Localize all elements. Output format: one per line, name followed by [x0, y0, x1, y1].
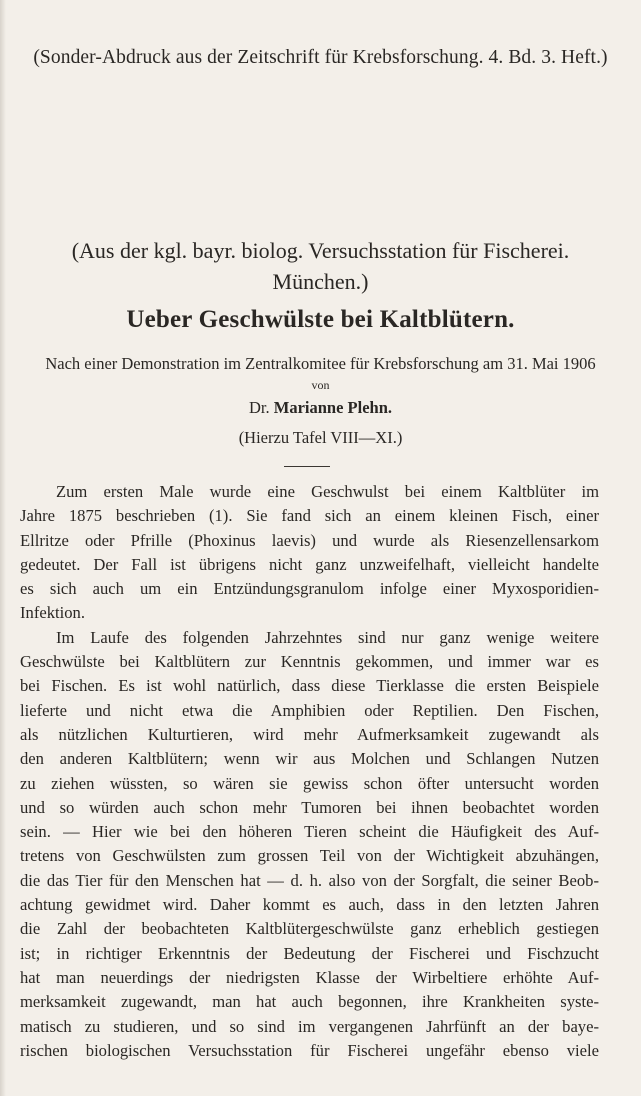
body-line: tretens von Geschwülsten zum grossen Teil von der Wichtigkeit abzuhängen,	[20, 846, 599, 866]
body-line: Jahre 1875 beschrieben (1). Sie fand sich an einem kleinen Fisch, einer	[20, 506, 599, 526]
body-line: hat man neuerdings der niedrigsten Klasse der Wirbeltiere erhöhte Auf-	[20, 967, 599, 987]
page-edge-shadow	[0, 0, 6, 1096]
affiliation-line-1: (Aus der kgl. bayr. biolog. Versuchsstation für Fischerei.	[71, 238, 570, 263]
body-line: achtung gewidmet wird. Daher kommt es auch, dass in den letzten Jahren	[20, 895, 599, 915]
body-line: sein. — Hier wie bei den höheren Tieren scheint die Häufigkeit des Auf-	[20, 822, 599, 842]
body-line: gedeutet. Der Fall ist übrigens nicht ganz unzweifelhaft, vielleicht handelte	[20, 554, 599, 574]
author-prefix: Dr.	[249, 398, 270, 417]
body-line: den anderen Kaltblütern; wenn wir aus Molchen und Schlangen Nutzen	[20, 749, 599, 769]
body-line: Ellritze oder Pfrille (Phoxinus laevis) und wurde als Riesenzellensarkom	[20, 530, 599, 550]
body-line: bei Fischen. Es ist wohl natürlich, dass diese Tierklasse die ersten Beispiele	[20, 676, 599, 696]
affiliation	[0, 235, 641, 297]
body-line: zu ziehen wüssten, so wären sie gewiss schon öfter untersucht worden	[20, 773, 599, 793]
article-subtitle: Nach einer Demonstration im Zentralkomitee für Krebsforschung am 31. Mai 1906	[45, 354, 596, 373]
body-line: es sich auch um ein Entzündungsgranulom infolge einer Myxosporidien-	[20, 579, 599, 599]
body-line: Zum ersten Male wurde eine Geschwulst bei einem Kaltblüter im	[56, 482, 599, 501]
body-line: matisch zu studieren, und so sind im vergangenen Jahrfünft an der baye-	[20, 1016, 599, 1036]
body-line: lieferte und nicht etwa die Amphibien oder Reptilien. Den Fischen,	[20, 700, 599, 720]
body-text	[20, 480, 599, 1063]
body-line: Infektion.	[20, 603, 85, 623]
author	[0, 398, 641, 418]
plates-note: (Hierzu Tafel VIII—XI.)	[238, 428, 403, 447]
body-line: die Zahl der beobachteten Kaltblütergeschwülste ganz erheblich gestiegen	[20, 919, 599, 939]
body-line: Im Laufe des folgenden Jahrzehntes sind nur ganz wenige weitere	[56, 627, 599, 647]
offprint-header: (Sonder-Abdruck aus der Zeitschrift für Krebsforschung. 4. Bd. 3. Heft.)	[33, 47, 608, 68]
body-line: Geschwülste bei Kaltblütern zur Kenntnis gekommen, und immer war es	[20, 652, 599, 672]
body-line: die das Tier für den Menschen hat — d. h. also von der Sorgfalt, die seiner Beob-	[20, 870, 599, 890]
separator-rule	[284, 466, 330, 467]
body-line: und so würden auch schon mehr Tumoren bei ihnen beobachtet worden	[20, 797, 599, 817]
by-line: von	[311, 378, 330, 392]
author-name: Marianne Plehn.	[273, 398, 392, 417]
body-line: merksamkeit zugewandt, man hat auch begonnen, ihre Krankheiten syste-	[20, 992, 599, 1012]
body-line: als nützlichen Kulturtieren, wird mehr Aufmerksamkeit zugewandt als	[20, 724, 599, 744]
article-title: Ueber Geschwülste bei Kaltblütern.	[126, 306, 515, 333]
affiliation-line-2: München.)	[272, 269, 369, 294]
body-line: ist; in richtiger Erkenntnis der Bedeutung der Fischerei und Fischzucht	[20, 943, 599, 963]
body-line: rischen biologischen Versuchsstation für Fischerei ungefähr ebenso viele	[20, 1040, 599, 1060]
